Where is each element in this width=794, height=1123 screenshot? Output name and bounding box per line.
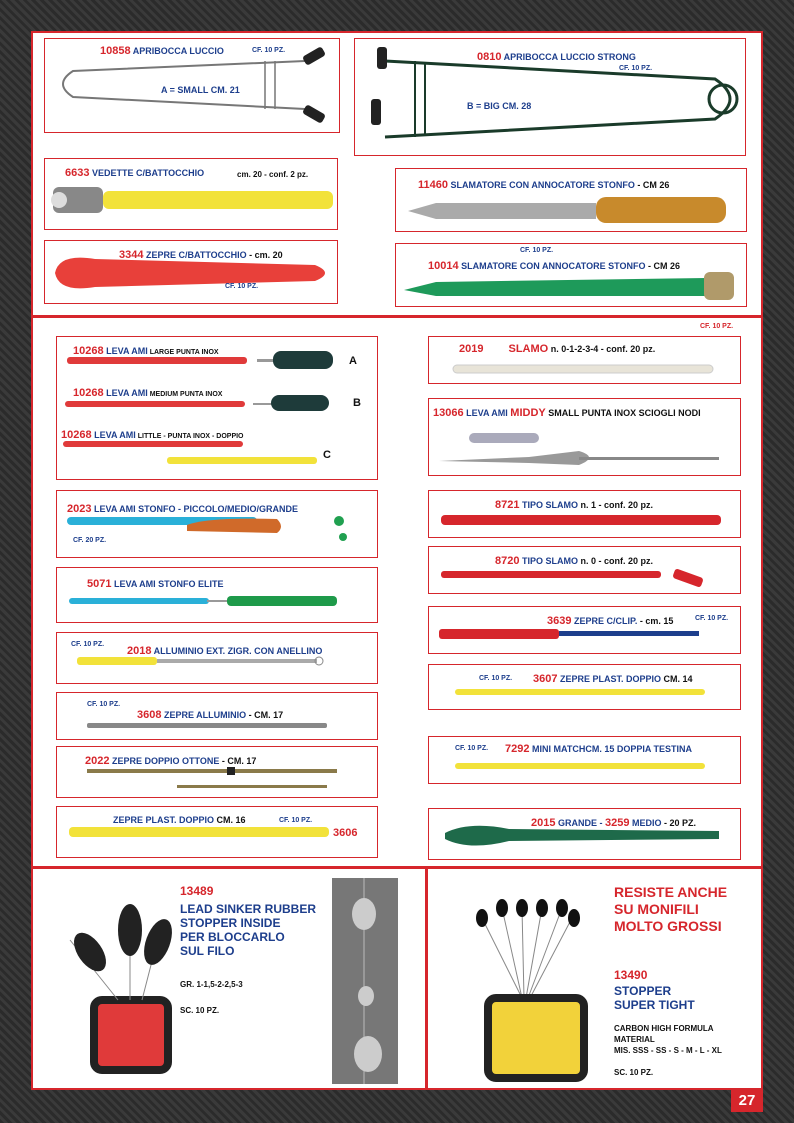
section-divider [31,866,763,869]
page-number: 27 [731,1090,763,1112]
plastic-double-zepre-14-image [429,665,742,711]
pack-size: CF. 10 PZ. [279,817,313,824]
pack-size: SC. 10 PZ. [614,1068,654,1077]
variant-letter: C [323,449,331,461]
stonfo-elite-image [57,568,379,624]
pack-size: CF. 10 PZ. [455,745,489,752]
product-label: 10268 LEVA AMI LITTLE - PUNTA INOX - DOPPIO [61,429,244,441]
variant-label: A = SMALL CM. 21 [161,85,240,95]
product-7292 [428,736,741,784]
product-desc: STOPPER INSIDE [180,916,281,930]
product-label: 8721 TIPO SLAMO n. 1 - conf. 20 pz. [495,499,654,511]
section-divider [31,315,763,318]
variant-letter: A [349,355,357,367]
pack-size: CF. 10 PZ. [225,283,259,290]
headline: MOLTO GROSSI [614,918,722,934]
product-label: 10014 SLAMATORE CON ANNOCATORE STONFO - CM 26 [428,260,680,272]
pack-size: CF. 10 PZ. [700,323,734,330]
headline: SU MONIFILI [614,901,699,917]
pack-size: CF. 10 PZ. [252,47,286,54]
product-3608 [56,692,378,740]
stopper-on-line-photo [332,878,398,1084]
product-label: 6633 VEDETTE C/BATTOCCHIO [65,167,205,179]
product-label: 10268 LEVA AMI MEDIUM PUNTA INOX [73,387,223,399]
product-code: 13490 [614,968,648,982]
product-info: cm. 20 - conf. 2 pz. [237,170,309,179]
variant-letter: B [353,397,361,409]
pack-size: CF. 10 PZ. [520,247,554,254]
product-5071 [56,567,378,623]
product-label: 10268 LEVA AMI LARGE PUNTA INOX [73,345,219,357]
product-desc: LEAD SINKER RUBBER [180,902,317,916]
product-desc: STOPPER [614,984,672,998]
product-label: 3608 ZEPRE ALLUMINIO - CM. 17 [137,709,284,721]
product-10858 [44,38,340,133]
product-label: 5071 LEVA AMI STONFO ELITE [87,578,224,590]
product-label: 2015 GRANDE - 3259 MEDIO - 20 PZ. [531,817,697,829]
product-code: 13489 [180,884,214,898]
product-0810 [354,38,746,156]
product-3607 [428,664,741,710]
product-code: 3606 [333,827,358,839]
product-label: 3607 ZEPRE PLAST. DOPPIO CM. 14 [533,673,693,685]
pack-size: CF. 10 PZ. [87,701,121,708]
product-label: 0810 APRIBOCCA LUCCIO STRONG [477,51,636,63]
product-desc: SUL FILO [180,944,235,958]
product-8721 [428,490,741,538]
product-label: 13066 LEVA AMI MIDDY SMALL PUNTA INOX SCIOGLI NODI [433,407,701,419]
section-divider-vertical [425,868,428,1090]
product-8720 [428,546,741,594]
product-desc: SUPER TIGHT [614,998,695,1012]
sizes: MIS. SSS - SS - S - M - L - XL [614,1046,722,1055]
product-label: 11460 SLAMATORE CON ANNOCATORE STONFO - CM 26 [418,179,670,191]
product-10268 [56,336,378,480]
aluminium-disgorger-image [57,633,379,685]
product-desc: PER BLOCCARLO [180,930,285,944]
variant-label: B = BIG CM. 28 [467,101,532,111]
product-label: 2023 LEVA AMI STONFO - PICCOLO/MEDIO/GRANDE [67,503,299,515]
pack-size: CF. 10 PZ. [479,675,513,682]
product-3344 [44,240,338,304]
product-label: 10858 APRIBOCCA LUCCIO [100,45,224,57]
product-label: 7292 MINI MATCHCM. 15 DOPPIA TESTINA [505,743,693,755]
product-2018 [56,632,378,684]
product-11460 [395,168,747,232]
sizes: GR. 1-1,5-2-2,5-3 [180,980,243,989]
pack-size: CF. 20 PZ. [73,537,107,544]
product-label: 2018 ALLUMINIO EXT. ZIGR. CON ANELLINO [127,645,323,657]
pack-size: CF. 10 PZ. [619,65,653,72]
pack-size: SC. 10 PZ. [180,1006,220,1015]
stopper-on-line-drawing [332,878,398,1084]
pack-size: CF. 10 PZ. [71,641,105,648]
product-label: 3639 ZEPRE C/CLIP. - cm. 15 [547,615,674,627]
headline: RESISTE ANCHE [614,884,728,900]
product-3639 [428,606,741,654]
super-tight-stopper-image [452,878,592,1088]
pack-size: CF. 10 PZ. [695,615,729,622]
rubber-stopper-image [60,880,180,1080]
product-6633 [44,158,338,230]
material: CARBON HIGH FORMULA [614,1024,714,1033]
product-10014 [395,243,747,307]
product-13066 [428,398,741,476]
product-3606 [56,806,378,858]
product-label: 2019 SLAMO n. 0-1-2-3-4 - conf. 20 pz. [459,343,656,355]
material: MATERIAL [614,1035,655,1044]
product-label: 8720 TIPO SLAMO n. 0 - conf. 20 pz. [495,555,654,567]
product-label: ZEPRE PLAST. DOPPIO CM. 16 [113,815,246,825]
product-2023 [56,490,378,558]
product-label: 3344 ZEPRE C/BATTOCCHIO - cm. 20 [119,249,283,261]
product-2015 [428,808,741,860]
disgorger-green-image [396,244,748,308]
product-2019 [428,336,741,384]
product-2022 [56,746,378,798]
stonfo-hook-remover-image [57,491,379,559]
product-label: 2022 ZEPRE DOPPIO OTTONE - CM. 17 [85,755,257,767]
